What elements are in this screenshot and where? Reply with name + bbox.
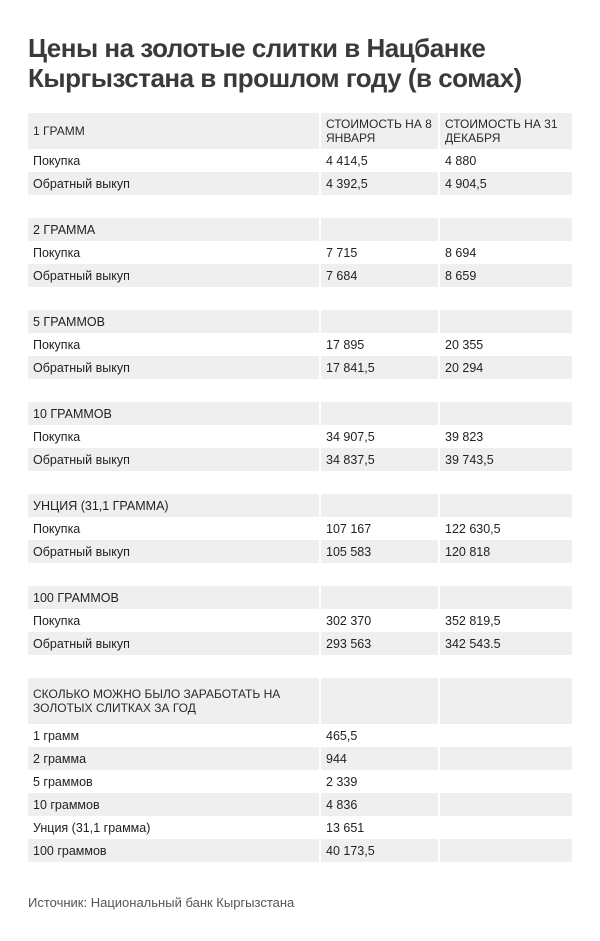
- table-row: [28, 770, 572, 793]
- profit-value: 944: [321, 747, 438, 770]
- value-jan8: 17 841,5: [321, 356, 438, 379]
- value-jan8: 4 392,5: [321, 172, 438, 195]
- value-dec31: 39 823: [445, 429, 484, 444]
- row-label: Обратный выкуп: [28, 448, 319, 471]
- empty-cell: [440, 770, 572, 793]
- empty-cell: [440, 402, 572, 425]
- source-note: Источник: Национальный банк Кыргызстана: [28, 895, 295, 910]
- value-jan8: 7 715: [326, 245, 358, 260]
- value-dec31: 4 880: [445, 153, 477, 168]
- gold-prices-table: [28, 113, 572, 885]
- table-section-2-grams: [28, 218, 572, 287]
- row-label: Обратный выкуп: [28, 632, 319, 655]
- empty-cell: [440, 494, 572, 517]
- value-dec31: 352 819,5: [445, 613, 501, 628]
- section-header: СКОЛЬКО МОЖНО БЫЛО ЗАРАБОТАТЬ НА ЗОЛОТЫХ СЛИТКАХ ЗА ГОД: [28, 678, 319, 724]
- row-label: Обратный выкуп: [28, 540, 319, 563]
- profit-value: 40 173,5: [321, 839, 438, 862]
- section-header: 1 ГРАММ: [28, 113, 319, 149]
- row-label: Обратный выкуп: [28, 356, 319, 379]
- empty-cell: [321, 586, 438, 609]
- section-header-row: [28, 494, 572, 517]
- value-dec31: 122 630,5: [445, 521, 501, 536]
- empty-cell: [321, 218, 438, 241]
- value-dec31: 4 904,5: [440, 172, 572, 195]
- profit-value: 465,5: [326, 728, 358, 743]
- value-dec31: 39 743,5: [440, 448, 572, 471]
- row-label: Покупка: [33, 521, 81, 536]
- table-row: [28, 816, 572, 839]
- table-row: [28, 517, 572, 540]
- section-header-row: [28, 586, 572, 609]
- value-jan8: 302 370: [326, 613, 372, 628]
- row-label: 2 грамма: [28, 747, 319, 770]
- value-jan8: 17 895: [326, 337, 365, 352]
- column-header-jan8: СТОИМОСТЬ НА 8 ЯНВАРЯ: [321, 113, 438, 149]
- row-label: Обратный выкуп: [28, 172, 319, 195]
- table-row: [28, 632, 572, 655]
- row-label: 10 граммов: [28, 793, 319, 816]
- value-jan8: 293 563: [321, 632, 438, 655]
- row-label: 5 граммов: [33, 774, 93, 789]
- profit-value: 13 651: [326, 820, 365, 835]
- row-label: Обратный выкуп: [28, 264, 319, 287]
- empty-cell: [440, 793, 572, 816]
- value-dec31: 342 543.5: [440, 632, 572, 655]
- section-header: 10 ГРАММОВ: [28, 402, 319, 425]
- table-row: [28, 425, 572, 448]
- table-row: [28, 747, 572, 770]
- section-header-row: [28, 218, 572, 241]
- empty-cell: [440, 310, 572, 333]
- empty-cell: [321, 402, 438, 425]
- section-header: 2 ГРАММА: [28, 218, 319, 241]
- table-row: [28, 609, 572, 632]
- section-header-row: [28, 678, 572, 724]
- empty-cell: [440, 839, 572, 862]
- section-header: 5 ГРАММОВ: [28, 310, 319, 333]
- value-dec31: 20 294: [440, 356, 572, 379]
- column-header-dec31: СТОИМОСТЬ НА 31 ДЕКАБРЯ: [440, 113, 572, 149]
- row-label: Покупка: [33, 337, 81, 352]
- row-label: Покупка: [33, 153, 81, 168]
- profit-value: 4 836: [321, 793, 438, 816]
- section-header: УНЦИЯ (31,1 ГРАММА): [28, 494, 319, 517]
- table-row: [28, 333, 572, 356]
- table-row: [28, 540, 572, 563]
- value-dec31: 120 818: [440, 540, 572, 563]
- empty-cell: [321, 310, 438, 333]
- table-row: [28, 172, 572, 195]
- empty-cell: [321, 678, 438, 724]
- section-header: 100 ГРАММОВ: [28, 586, 319, 609]
- page-title: Цены на золотые слитки в Нацбанке Кыргызстана в прошлом году (в сомах): [28, 33, 522, 93]
- row-label: Покупка: [33, 429, 81, 444]
- table-section-100-grams: [28, 586, 572, 655]
- table-row: [28, 724, 572, 747]
- table-section-ounce: [28, 494, 572, 563]
- table-row: [28, 356, 572, 379]
- value-dec31: 8 694: [445, 245, 477, 260]
- profit-value: 2 339: [326, 774, 358, 789]
- section-header-row: [28, 113, 572, 149]
- value-jan8: 107 167: [326, 521, 372, 536]
- row-label: Покупка: [33, 613, 81, 628]
- row-label: Унция (31,1 грамма): [33, 820, 151, 835]
- value-dec31: 8 659: [440, 264, 572, 287]
- empty-cell: [440, 678, 572, 724]
- value-jan8: 34 837,5: [321, 448, 438, 471]
- table-row: [28, 241, 572, 264]
- empty-cell: [440, 816, 572, 839]
- value-jan8: 7 684: [321, 264, 438, 287]
- row-label: Покупка: [33, 245, 81, 260]
- table-row: [28, 448, 572, 471]
- row-label: 100 граммов: [28, 839, 319, 862]
- table-row: [28, 839, 572, 862]
- empty-cell: [440, 724, 572, 747]
- table-section-10-grams: [28, 402, 572, 471]
- table-section-5-grams: [28, 310, 572, 379]
- table-row: [28, 793, 572, 816]
- table-row: [28, 149, 572, 172]
- table-section-profit: [28, 678, 572, 862]
- empty-cell: [440, 218, 572, 241]
- section-header-row: [28, 310, 572, 333]
- row-label: 1 грамм: [33, 728, 80, 743]
- value-jan8: 34 907,5: [326, 429, 375, 444]
- value-jan8: 4 414,5: [326, 153, 368, 168]
- value-jan8: 105 583: [321, 540, 438, 563]
- value-dec31: 20 355: [445, 337, 484, 352]
- table-section-1-gram: [28, 113, 572, 195]
- empty-cell: [321, 494, 438, 517]
- table-row: [28, 264, 572, 287]
- section-header-row: [28, 402, 572, 425]
- empty-cell: [440, 586, 572, 609]
- empty-cell: [440, 747, 572, 770]
